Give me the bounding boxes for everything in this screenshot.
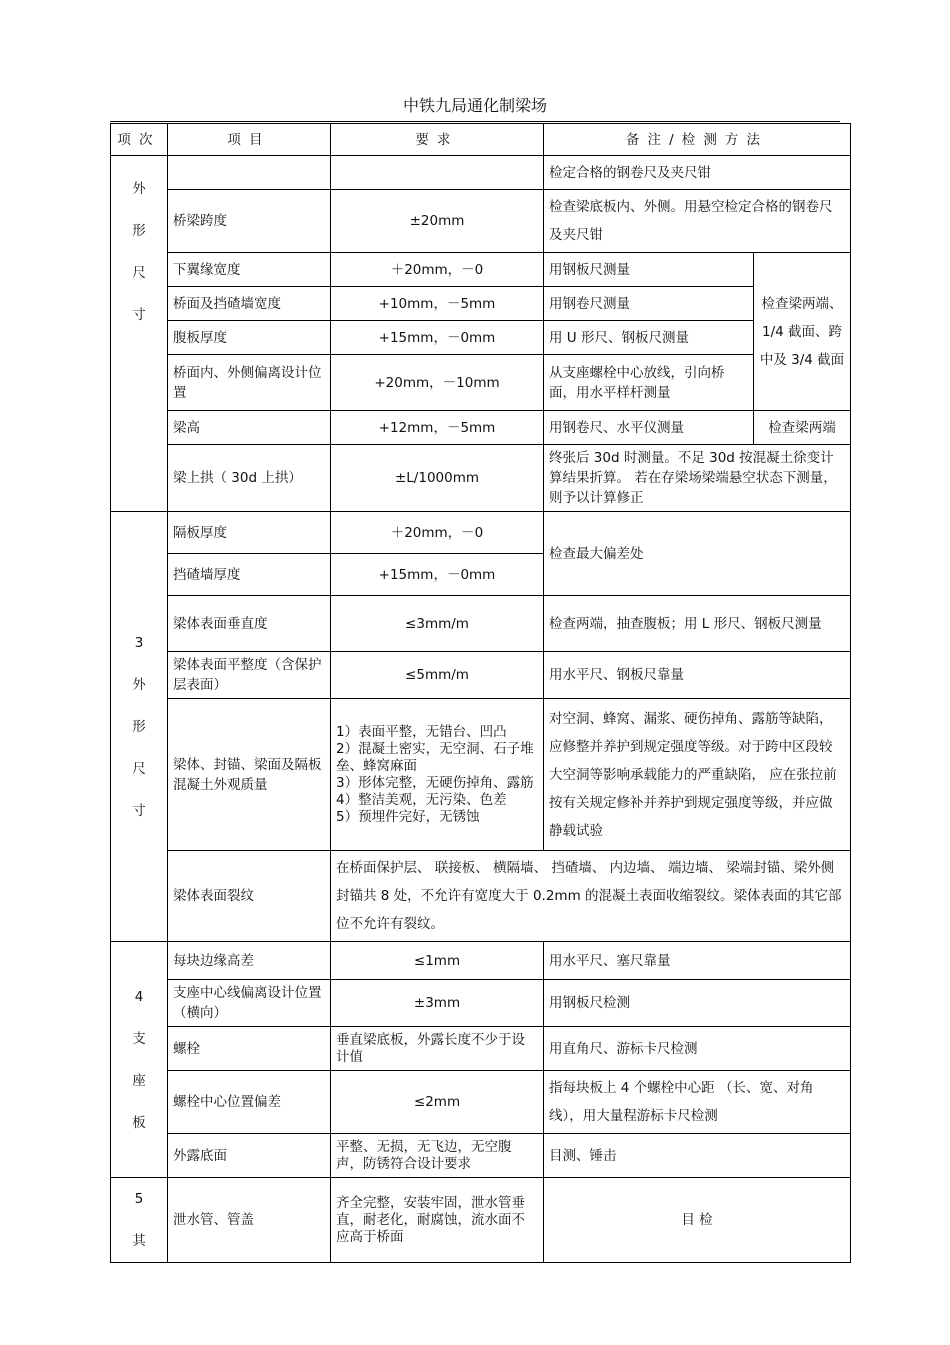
item-cell: 桥梁跨度 (168, 190, 331, 253)
req-cell: +15mm，－0mm (331, 321, 544, 355)
note-cell: 目 检 (544, 1178, 851, 1263)
req-list-item: 2）混凝土密实，无空洞、石子堆垒、蜂窝麻面 (336, 740, 534, 774)
req-list-item: 3）形体完整，无硬伤掉角、露筋 (336, 774, 534, 791)
req-cell: ＋20mm，－0 (331, 512, 544, 554)
item-cell: 支座中心线偏离设计位置（横向） (168, 980, 331, 1027)
req-cell: 齐全完整，安装牢固，泄水管垂直，耐老化，耐腐蚀，流水面不应高于桥面 (331, 1178, 544, 1263)
note-cell: 终张后 30d 时测量。不足 30d 按混凝土徐变计算结果折算。 若在存梁场梁端悬空状态下测量，则予以计算修正 (544, 445, 851, 512)
table-row (111, 411, 851, 445)
page-title: 中铁九局通化制梁场 (402, 96, 547, 115)
note-cell: 用钢卷尺测量 (544, 287, 754, 321)
side-note-cell: 检查梁两端、1/4 截面、跨中及 3/4 截面 (754, 253, 851, 411)
table-row (111, 596, 851, 652)
req-cell: ±L/1000mm (331, 445, 544, 512)
item-cell (168, 156, 331, 190)
note-cell: 用 U 形尺、钢板尺测量 (544, 321, 754, 355)
req-cell (331, 156, 544, 190)
item-cell: 梁高 (168, 411, 331, 445)
header-col3: 要求 (331, 124, 544, 156)
item-cell: 桥面及挡碴墙宽度 (168, 287, 331, 321)
item-cell: 隔板厚度 (168, 512, 331, 554)
item-cell: 每块边缘高差 (168, 942, 331, 980)
category-cell: 4支座板 (111, 942, 168, 1178)
item-cell: 腹板厚度 (168, 321, 331, 355)
req-cell: ≤1mm (331, 942, 544, 980)
req-cell: ≤3mm/m (331, 596, 544, 652)
merged-note-cell: 检查最大偏差处 (544, 512, 851, 596)
header-col1: 项次 (111, 124, 168, 156)
req-cell: ＋20mm，－0 (331, 253, 544, 287)
table-row (111, 512, 851, 554)
table-row (111, 287, 851, 321)
header-col4: 备注/检测方法 (544, 124, 851, 156)
item-cell: 梁上拱（ 30d 上拱） (168, 445, 331, 512)
note-cell: 用钢板尺检测 (544, 980, 851, 1027)
table-row (111, 445, 851, 512)
item-cell: 挡碴墙厚度 (168, 554, 331, 596)
req-list-cell (331, 699, 544, 851)
note-cell: 目测、锤击 (544, 1134, 851, 1178)
category-cell: 5其 (111, 1178, 168, 1263)
note-cell: 检定合格的钢卷尺及夹尺钳 (544, 156, 851, 190)
req-cell: ≤5mm/m (331, 652, 544, 699)
req-cell: ±20mm (331, 190, 544, 253)
table-row (111, 652, 851, 699)
req-cell: +12mm，－5mm (331, 411, 544, 445)
note-cell: 对空洞、蜂窝、漏浆、硬伤掉角、露筋等缺陷，应修整并养护到规定强度等级。对于跨中区段较大空洞等影响承载能力的严重缺陷， 应在张拉前按有关规定修补并养护到规定强度等级，并应做静载试验 (544, 699, 851, 851)
table-row (111, 253, 851, 287)
category-cell: 3外形尺寸 (111, 512, 168, 942)
table-row (111, 699, 851, 851)
table-row (111, 851, 851, 942)
req-cell: +20mm，－10mm (331, 355, 544, 411)
item-cell: 外露底面 (168, 1134, 331, 1178)
table-row (111, 942, 851, 980)
note-cell: 从支座螺栓中心放线，引向桥面，用水平样杆测量 (544, 355, 754, 411)
req-cell: 在桥面保护层、 联接板、 横隔墙、 挡碴墙、 内边墙、 端边墙、 梁端封锚、梁外侧封锚共 8 处，不允许有宽度大于 0.2mm 的混凝土表面收缩裂纹。梁体表面的其它部位不允许有裂纹。 (331, 851, 851, 942)
table-row (111, 156, 851, 190)
table-row (111, 321, 851, 355)
category-cell: 外形尺寸 (111, 156, 168, 512)
note-cell: 检查梁底板内、外侧。用悬空检定合格的钢卷尺及夹尺钳 (544, 190, 851, 253)
note-cell: 用直角尺、游标卡尺检测 (544, 1027, 851, 1071)
table-row (111, 1178, 851, 1263)
table-row (111, 980, 851, 1027)
table-row (111, 190, 851, 253)
table-row (111, 1071, 851, 1134)
item-cell: 泄水管、管盖 (168, 1178, 331, 1263)
note-cell: 用钢板尺测量 (544, 253, 754, 287)
req-cell: +10mm，－5mm (331, 287, 544, 321)
item-cell: 下翼缘宽度 (168, 253, 331, 287)
note-cell: 用水平尺、塞尺靠量 (544, 942, 851, 980)
req-list-item: 5）预埋件完好，无锈蚀 (336, 808, 480, 825)
item-cell: 梁体、封锚、梁面及隔板混凝土外观质量 (168, 699, 331, 851)
item-cell: 梁体表面平整度（含保护层表面） (168, 652, 331, 699)
note-cell: 用水平尺、钢板尺靠量 (544, 652, 851, 699)
table-row (111, 355, 851, 411)
title-rule (110, 121, 840, 122)
table-row (111, 1027, 851, 1071)
item-cell: 梁体表面垂直度 (168, 596, 331, 652)
table-row (111, 1134, 851, 1178)
note2-cell: 检查梁两端 (754, 411, 851, 445)
req-list-item: 1）表面平整，无错台、凹凸 (336, 723, 507, 740)
note-cell: 检查两端，抽查腹板；用 L 形尺、钢板尺测量 (544, 596, 851, 652)
item-cell: 螺栓 (168, 1027, 331, 1071)
req-cell: 平整、无损，无飞边，无空腹声，防锈符合设计要求 (331, 1134, 544, 1178)
inspection-table (110, 123, 851, 1263)
req-cell: +15mm，－0mm (331, 554, 544, 596)
req-cell: ±3mm (331, 980, 544, 1027)
req-list-item: 4）整洁美观，无污染、色差 (336, 791, 507, 808)
item-cell: 螺栓中心位置偏差 (168, 1071, 331, 1134)
req-cell: ≤2mm (331, 1071, 544, 1134)
item-cell: 桥面内、外侧偏离设计位置 (168, 355, 331, 411)
req-cell: 垂直梁底板，外露长度不少于设计值 (331, 1027, 544, 1071)
table-header-row (111, 124, 851, 156)
note-cell: 用钢卷尺、水平仪测量 (544, 411, 754, 445)
header-col2: 项目 (168, 124, 331, 156)
note-cell: 指每块板上 4 个螺栓中心距 （长、宽、对角线），用大量程游标卡尺检测 (544, 1071, 851, 1134)
item-cell: 梁体表面裂纹 (168, 851, 331, 942)
